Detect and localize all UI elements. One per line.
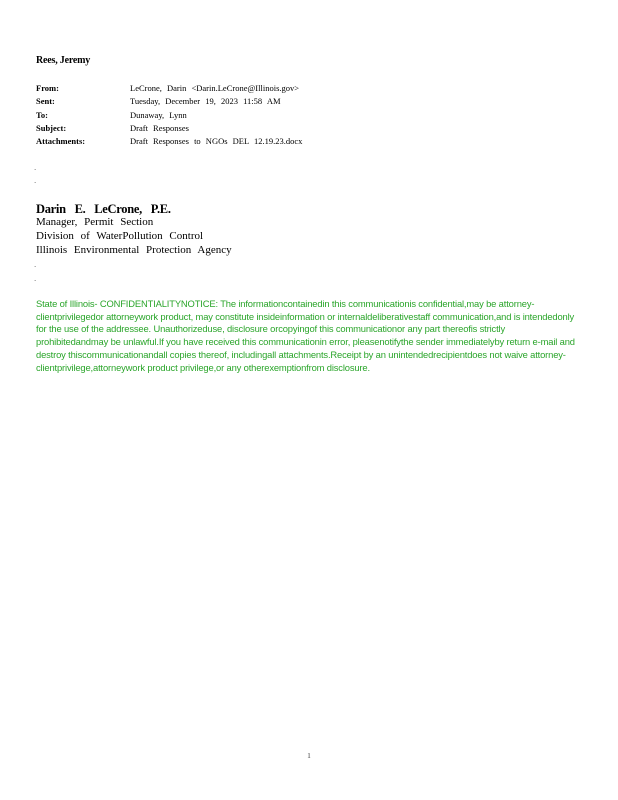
from-value: LeCrone, Darin <Darin.LeCrone@Illinois.gov> <box>130 83 300 93</box>
tick-mark: ` <box>34 265 37 273</box>
sent-value: Tuesday, December 19, 2023 11:58 AM <box>130 96 281 106</box>
signature-name: Darin E. LeCrone, P.E. <box>36 202 171 216</box>
to-value: Dunaway, Lynn <box>130 110 187 120</box>
from-label: From: <box>36 83 59 93</box>
sent-label: Sent: <box>36 96 55 106</box>
subject-value: Draft Responses <box>130 123 189 133</box>
to-label: To: <box>36 110 48 120</box>
tick-mark: ` <box>34 181 37 189</box>
tick-mark: ` <box>34 168 37 176</box>
signature-agency: Illinois Environmental Protection Agency <box>36 244 232 256</box>
mailbox-owner-name: Rees, Jeremy <box>36 55 91 66</box>
confidentiality-notice: State of Illinois- CONFIDENTIALITYNOTICE: The informationcontainedin this communicationis confidential,may be attorney-clientprivilegedor attorneywork product, may constitute insideinformation or internaldeliberativestaff communication,and is intendedonly for the use of the addressee. Unauthorizeduse, disclosure orcopyingof this communicationor any part thereofis strictly prohibitedandmay be unlawful.If you have received this communicationin error, pleasenotifythe sender immediatelyby return e-mail and destroy thiscommunicationandall copies thereof, includingall attachments.Receipt by an unintendedrecipientdoes not waive attorney-clientprivilege,attorneywork product privilege,or any otherexemptionfrom disclosure. <box>36 298 575 373</box>
signature-division: Division of WaterPollution Control <box>36 230 204 242</box>
signature-title: Manager, Permit Section <box>36 216 154 228</box>
attachments-label: Attachments: <box>36 136 86 146</box>
attachment-filename: Draft Responses to NGOs DEL 12.19.23.docx <box>130 136 303 146</box>
tick-mark: ` <box>34 279 37 287</box>
page-number: 1 <box>307 752 311 760</box>
subject-label: Subject: <box>36 123 67 133</box>
